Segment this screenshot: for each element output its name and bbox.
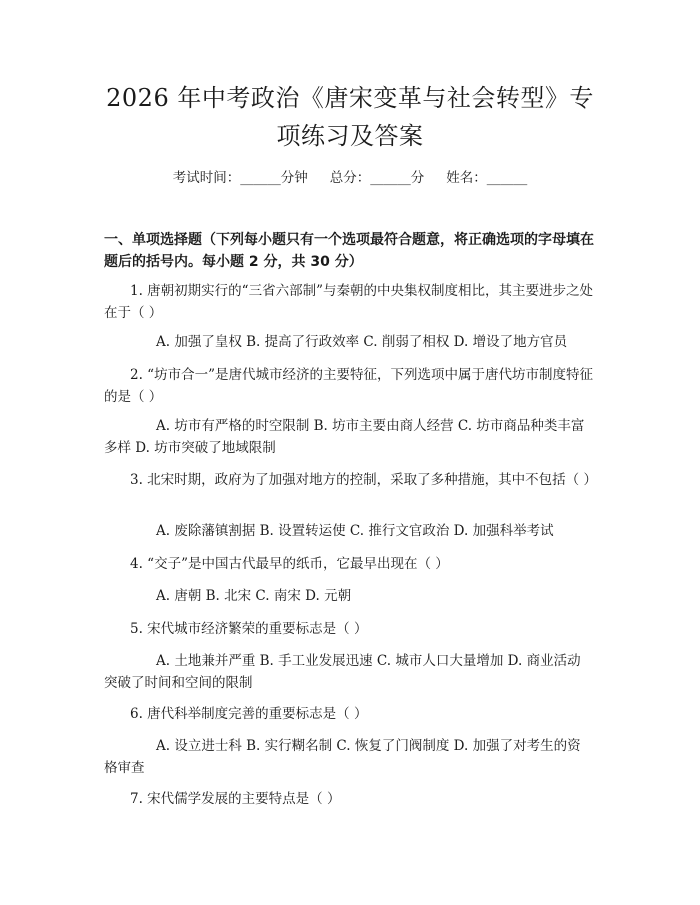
question-6-options: A. 设立进士科 B. 实行糊名制 C. 恢复了门阀制度 D. 加强了对考生的资格审查 <box>104 738 581 776</box>
question-4-options: A. 唐朝 B. 北宋 C. 南宋 D. 元朝 <box>156 588 352 604</box>
question-2-stem: 2. “坊市合一”是唐代城市经济的主要特征，下列选项中属于唐代坊市制度特征的是（ ） <box>104 367 593 405</box>
page-title-line-1: 2026 年中考政治《唐宋变革与社会转型》专 <box>106 84 594 112</box>
question-3-stem: 3. 北宋时期，政府为了加强对地方的控制，采取了多种措施，其中不包括（ ） <box>130 472 597 488</box>
exam-time-field: 考试时间：______分钟 <box>172 170 308 186</box>
total-score-field: 总分：______分 <box>329 170 425 186</box>
question-1-stem: 1. 唐朝初期实行的“三省六部制”与秦朝的中央集权制度相比，其主要进步之处在于（ ） <box>104 283 593 321</box>
question-2-options: A. 坊市有严格的时空限制 B. 坊市主要由商人经营 C. 坊市商品种类丰富多样 D. 坊市突破了地域限制 <box>104 418 585 456</box>
page-title-line-2: 项练习及答案 <box>276 122 424 150</box>
question-5-options: A. 土地兼并严重 B. 手工业发展迅速 C. 城市人口大量增加 D. 商业活动突破了时间和空间的限制 <box>104 653 581 691</box>
question-5-stem: 5. 宋代城市经济繁荣的重要标志是（ ） <box>130 621 368 637</box>
section-heading-single-choice: 一、单项选择题（下列每小题只有一个选项最符合题意，将正确选项的字母填在题后的括号内。每小题 2 分，共 30 分） <box>104 232 594 270</box>
question-7-stem: 7. 宋代儒学发展的主要特点是（ ） <box>130 791 341 807</box>
exam-meta <box>0 168 700 188</box>
question-1-options: A. 加强了皇权 B. 提高了行政效率 C. 削弱了相权 D. 增设了地方官员 <box>156 334 568 350</box>
question-6-stem: 6. 唐代科举制度完善的重要标志是（ ） <box>130 706 368 722</box>
student-name-field: 姓名：______ <box>446 170 528 186</box>
question-4-stem: 4. “交子”是中国古代最早的纸币，它最早出现在（ ） <box>130 556 449 572</box>
question-3-options: A. 废除藩镇割据 B. 设置转运使 C. 推行文官政治 D. 加强科举考试 <box>156 523 554 539</box>
